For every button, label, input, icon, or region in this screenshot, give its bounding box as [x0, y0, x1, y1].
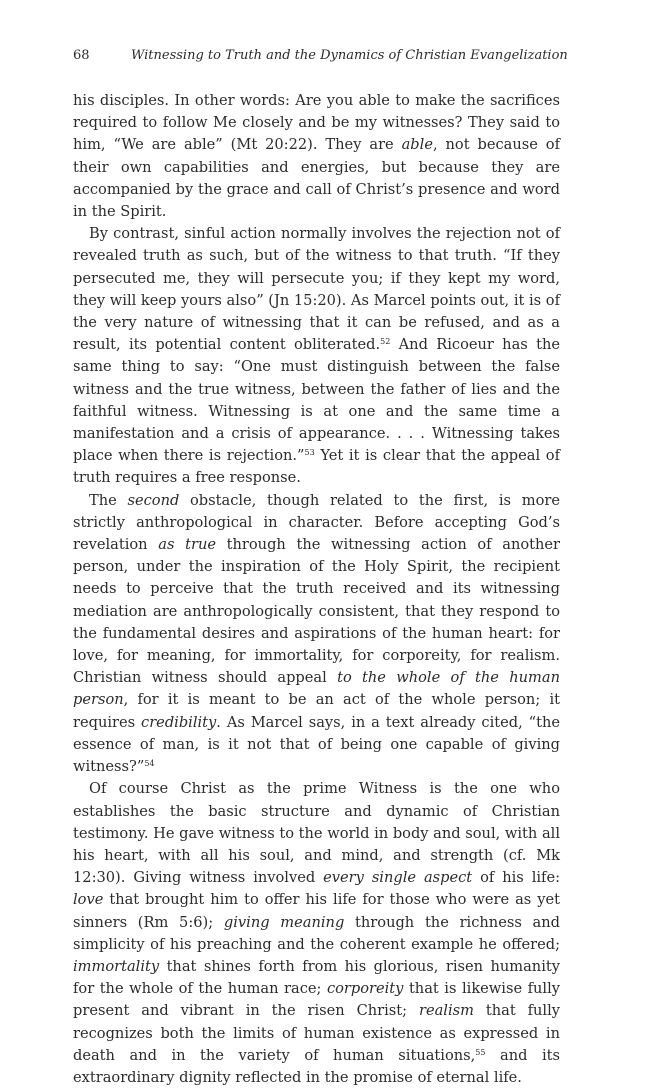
text-run: that shines forth from his glorious, risen humanity for the whole of the human race;: [73, 957, 560, 998]
italic-text: able: [401, 136, 433, 154]
text-run: Yet it is clear that the appeal of truth requires a free response.: [73, 447, 560, 487]
text-run: of his life:: [472, 869, 560, 887]
italic-text: second: [127, 491, 180, 509]
body-text: [73, 90, 560, 1089]
footnote-reference: 53: [304, 448, 315, 458]
running-head: [73, 46, 573, 66]
footnote-reference: 52: [380, 337, 391, 347]
italic-text: to the whole of the human person: [73, 669, 560, 709]
text-run: obstacle, though related to the first, is more strictly anthropological in character. Before accepting God’s revelation: [73, 491, 560, 554]
paragraph: [73, 90, 560, 223]
paragraph: [73, 778, 560, 1089]
paragraph: [73, 490, 560, 779]
text-run: Of course Christ as the prime Witness is the one who establishes the basic structure and dynamic of Christian testimony. He gave witness to the world in body and soul, with all his heart, with all his soul, and mind, and strength (cf. Mk 12:30). Giving witness involved: [73, 780, 560, 887]
italic-text: credibility: [141, 713, 217, 731]
text-run: The: [89, 491, 128, 509]
text-run: . As Marcel says, in a text already cited, “the essence of man, is it not that of being one capable of giving witness?”: [73, 713, 560, 776]
italic-text: realism: [418, 1002, 474, 1020]
italic-text: corporeity: [326, 980, 404, 998]
italic-text: giving meaning: [223, 913, 345, 931]
text-run: his disciples. In other words: Are you able to make the sacrifices required to follow Me closely and be my witnesses? They said to him, “We are able” (Mt 20:22). They are: [73, 92, 560, 154]
text-run: and its extraordinary dignity reflected in the promise of eternal life.: [73, 1046, 560, 1086]
footnote-reference: 55: [475, 1047, 486, 1057]
text-run: that brought him to offer his life for those who were as yet sinners (Rm 5:6);: [73, 891, 560, 931]
footnote-reference: 54: [144, 759, 155, 769]
text-run: By contrast, sinful action normally involves the rejection not of revealed truth as such, but of the witness to that truth. “If they persecuted me, they will persecute you; if they kept my word, they will keep yours also” (Jn 15:20). As Marcel points out, it is of the very nature of witnessing that it can be refused, and as a result, its potential content obliterated.: [73, 225, 560, 354]
text-run: through the witnessing action of another person, under the inspiration of the Holy Spirit, the recipient needs to perceive that the truth received and its witnessing mediation are anthropologically consistent, that they respond to the fundamental desires and aspirations of the human heart: for love, for meaning, for immortality, for corporeity, for realism. Christian witness should appeal: [73, 536, 561, 687]
text-run: And Ricoeur has the same thing to say: “One must distinguish between the false witness and the true witness, between the father of lies and the faithful witness. Witnessing is at one and the same time a manifestation and a crisis of appearance. . . . Witnessing takes place when there is rejection.”: [73, 336, 560, 465]
text-run: through the richness and simplicity of his preaching and the coherent example he offered;: [73, 913, 560, 953]
italic-text: as true: [158, 536, 216, 554]
text-run: that fully recognizes both the limits of human existence as expressed in death and in the variety of human situations,: [73, 1002, 560, 1064]
italic-text: immortality: [73, 957, 160, 975]
running-title: Witnessing to Truth and the Dynamics of Christian Evangelization: [131, 48, 568, 63]
text-run: , for it is meant to be an act of the whole person; it requires: [73, 691, 560, 731]
italic-text: every single aspect: [323, 869, 473, 887]
italic-text: love: [73, 891, 104, 909]
page-number: 68: [73, 48, 90, 63]
paragraph: [73, 223, 560, 489]
text-run: , not because of their own capabilities and energies, but because they are accompanied by the grace and call of Christ’s presence and word in the Spirit.: [73, 136, 561, 221]
text-run: that is likewise fully present and vibrant in the risen Christ;: [73, 980, 560, 1020]
